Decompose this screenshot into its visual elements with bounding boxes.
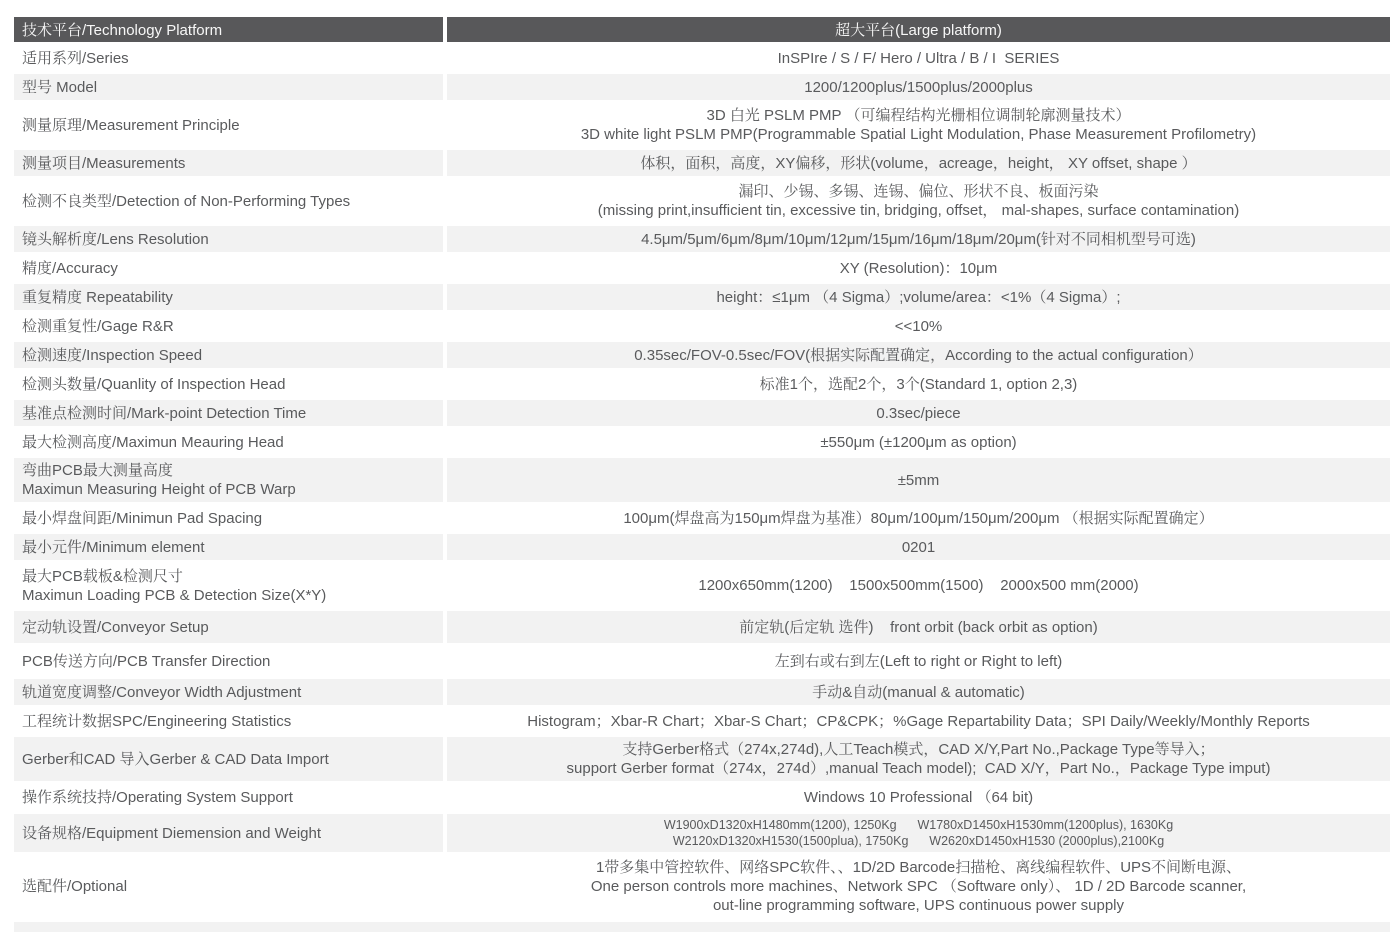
table-row [14, 563, 1390, 608]
table-row [14, 284, 1390, 310]
row-value: 1带多集中管控软件、网络SPC软件、、1D/2D Barcode扫描枪、离线编程软件、UPS不间断电源、 One person controls more machines、Network SPC （Software only）、 1D / 2D Barcode scanner, out-line programming software, UPS continuous power supply [590, 859, 1247, 914]
table-row [14, 226, 1390, 252]
table-row [14, 505, 1390, 531]
row-value: W1900xD1320xH1480mm(1200), 1250Kg W1780xD1450xH1530mm(1200plus), 1630Kg W2120xD1320xH1530(1500plua), 1750Kg W2620xD1450xH1530 (2000plus),2100Kg [447, 814, 1390, 852]
row-value: 0201 [447, 534, 1390, 560]
row-label: 基准点检测时间/Mark-point Detection Time [14, 400, 443, 426]
row-value: 前定轨(后定轨 选件) front orbit (back orbit as option) [447, 611, 1390, 643]
row-label: 检测头数量/Quanlity of Inspection Head [22, 375, 286, 393]
row-label: 轨道宽度调整/Conveyor Width Adjustment [14, 679, 443, 705]
table-row [14, 679, 1390, 705]
table-row [14, 708, 1390, 734]
row-value: <<10% [894, 317, 943, 335]
row-value: 左到右或右到左(Left to right or Right to left) [774, 652, 1063, 670]
row-label: 重复精度 Repeatability [14, 284, 443, 310]
table-row [14, 814, 1390, 852]
row-value: 标准1个，选配2个，3个(Standard 1, option 2,3) [759, 375, 1078, 393]
table-row [14, 400, 1390, 426]
row-label: 设备规格/Equipment Diemension and Weight [14, 814, 443, 852]
row-value: 支持Gerber格式（274x,274d),人工Teach模式，CAD X/Y,Part No.,Package Type等导入； support Gerber format（274x，274d）,manual Teach model); CAD X/Y，Part No.，Package Type imput) [447, 737, 1390, 781]
row-value: 漏印、少锡、多锡、连锡、偏位、形状不良、板面污染 (missing print,insufficient tin, excessive tin, bridging, offset， mal-shapes, surface contamination) [597, 183, 1240, 219]
row-label: 最小焊盘间距/Minimun Pad Spacing [22, 509, 263, 527]
spec-table-body [14, 45, 1390, 918]
table-header-row [14, 17, 1390, 42]
table-row [14, 255, 1390, 281]
row-value: InSPIre / S / F/ Hero / Ultra / B / I SERIES [777, 49, 1060, 67]
table-row [14, 611, 1390, 643]
row-label: 检测重复性/Gage R&R [22, 317, 174, 335]
header-platform-label: 技术平台/Technology Platform [14, 17, 443, 42]
row-label: Gerber和CAD 导入Gerber & CAD Data Import [14, 737, 443, 781]
table-row [14, 103, 1390, 147]
table-row [14, 313, 1390, 339]
table-row [14, 737, 1390, 781]
row-value: 0.35sec/FOV-0.5sec/FOV(根据实际配置确定，According to the actual configuration） [447, 342, 1390, 368]
table-row [14, 429, 1390, 455]
header-platform-value: 超大平台(Large platform) [447, 17, 1390, 42]
table-row [14, 534, 1390, 560]
table-row [14, 784, 1390, 811]
row-value: ±550μm (±1200μm as option) [820, 433, 1017, 451]
row-label: 最小元件/Minimum element [14, 534, 443, 560]
table-row [14, 45, 1390, 71]
row-value: 3D 白光 PSLM PMP （可编程结构光栅相位调制轮廓测量技术） 3D white light PSLM PMP(Programmable Spatial Light Modulation, Phase Measurement Profilometry) [580, 107, 1257, 143]
row-label: 适用系列/Series [22, 49, 129, 67]
row-value: ±5mm [447, 458, 1390, 502]
row-value: Histogram；Xbar-R Chart；Xbar-S Chart；CP&CPK；%Gage Repartability Data；SPI Daily/Weekly/Monthly Reports [527, 712, 1310, 730]
row-label: 工程统计数据SPC/Engineering Statistics [22, 712, 292, 730]
row-label: 操作系统技持/Operating System Support [22, 789, 293, 806]
row-label: 最大PCB载板&检测尺寸 Maximun Loading PCB & Detection Size(X*Y) [22, 567, 327, 604]
row-value: 1200/1200plus/1500plus/2000plus [447, 74, 1390, 100]
row-label: 镜头解析度/Lens Resolution [14, 226, 443, 252]
row-value: 0.3sec/piece [447, 400, 1390, 426]
row-label: 型号 Model [14, 74, 443, 100]
row-label: 选配件/Optional [22, 878, 128, 895]
row-label: 检测速度/Inspection Speed [14, 342, 443, 368]
row-value: 100μm(焊盘高为150μm焊盘为基准）80μm/100μm/150μm/200μm （根据实际配置确定） [623, 509, 1214, 527]
row-label: PCB传送方向/PCB Transfer Direction [22, 652, 271, 670]
row-value: XY (Resolution)：10μm [839, 259, 998, 277]
table-row [14, 150, 1390, 176]
row-label: 检测不良类型/Detection of Non-Performing Types [22, 192, 351, 210]
row-label: 弯曲PCB最大测量高度 Maximun Measuring Height of PCB Warp [14, 458, 443, 502]
row-label: 测量原理/Measurement Principle [22, 116, 240, 134]
row-value: height：≤1μm （4 Sigma）;volume/area：<1%（4 Sigma）; [447, 284, 1390, 310]
row-value: 1200x650mm(1200) 1500x500mm(1500) 2000x500 mm(2000) [698, 577, 1139, 594]
row-label: 最大检测高度/Maximun Meauring Head [22, 433, 284, 451]
table-row [14, 458, 1390, 502]
table-footer-bar [14, 922, 1390, 932]
row-value: Windows 10 Professional （64 bit) [803, 789, 1034, 806]
table-row [14, 74, 1390, 100]
row-value: 体积，面积，高度，XY偏移，形状(volume，acreage，height， XY offset, shape ） [447, 150, 1390, 176]
row-label: 精度/Accuracy [22, 259, 118, 277]
row-label: 测量项目/Measurements [14, 150, 443, 176]
table-row [14, 855, 1390, 918]
table-row [14, 646, 1390, 676]
row-value: 手动&自动(manual & automatic) [447, 679, 1390, 705]
table-row [14, 371, 1390, 397]
table-row [14, 342, 1390, 368]
table-row [14, 179, 1390, 223]
row-label: 定动轨设置/Conveyor Setup [14, 611, 443, 643]
row-value: 4.5μm/5μm/6μm/8μm/10μm/12μm/15μm/16μm/18μm/20μm(针对不同相机型号可选) [447, 226, 1390, 252]
spec-table [14, 17, 1390, 932]
